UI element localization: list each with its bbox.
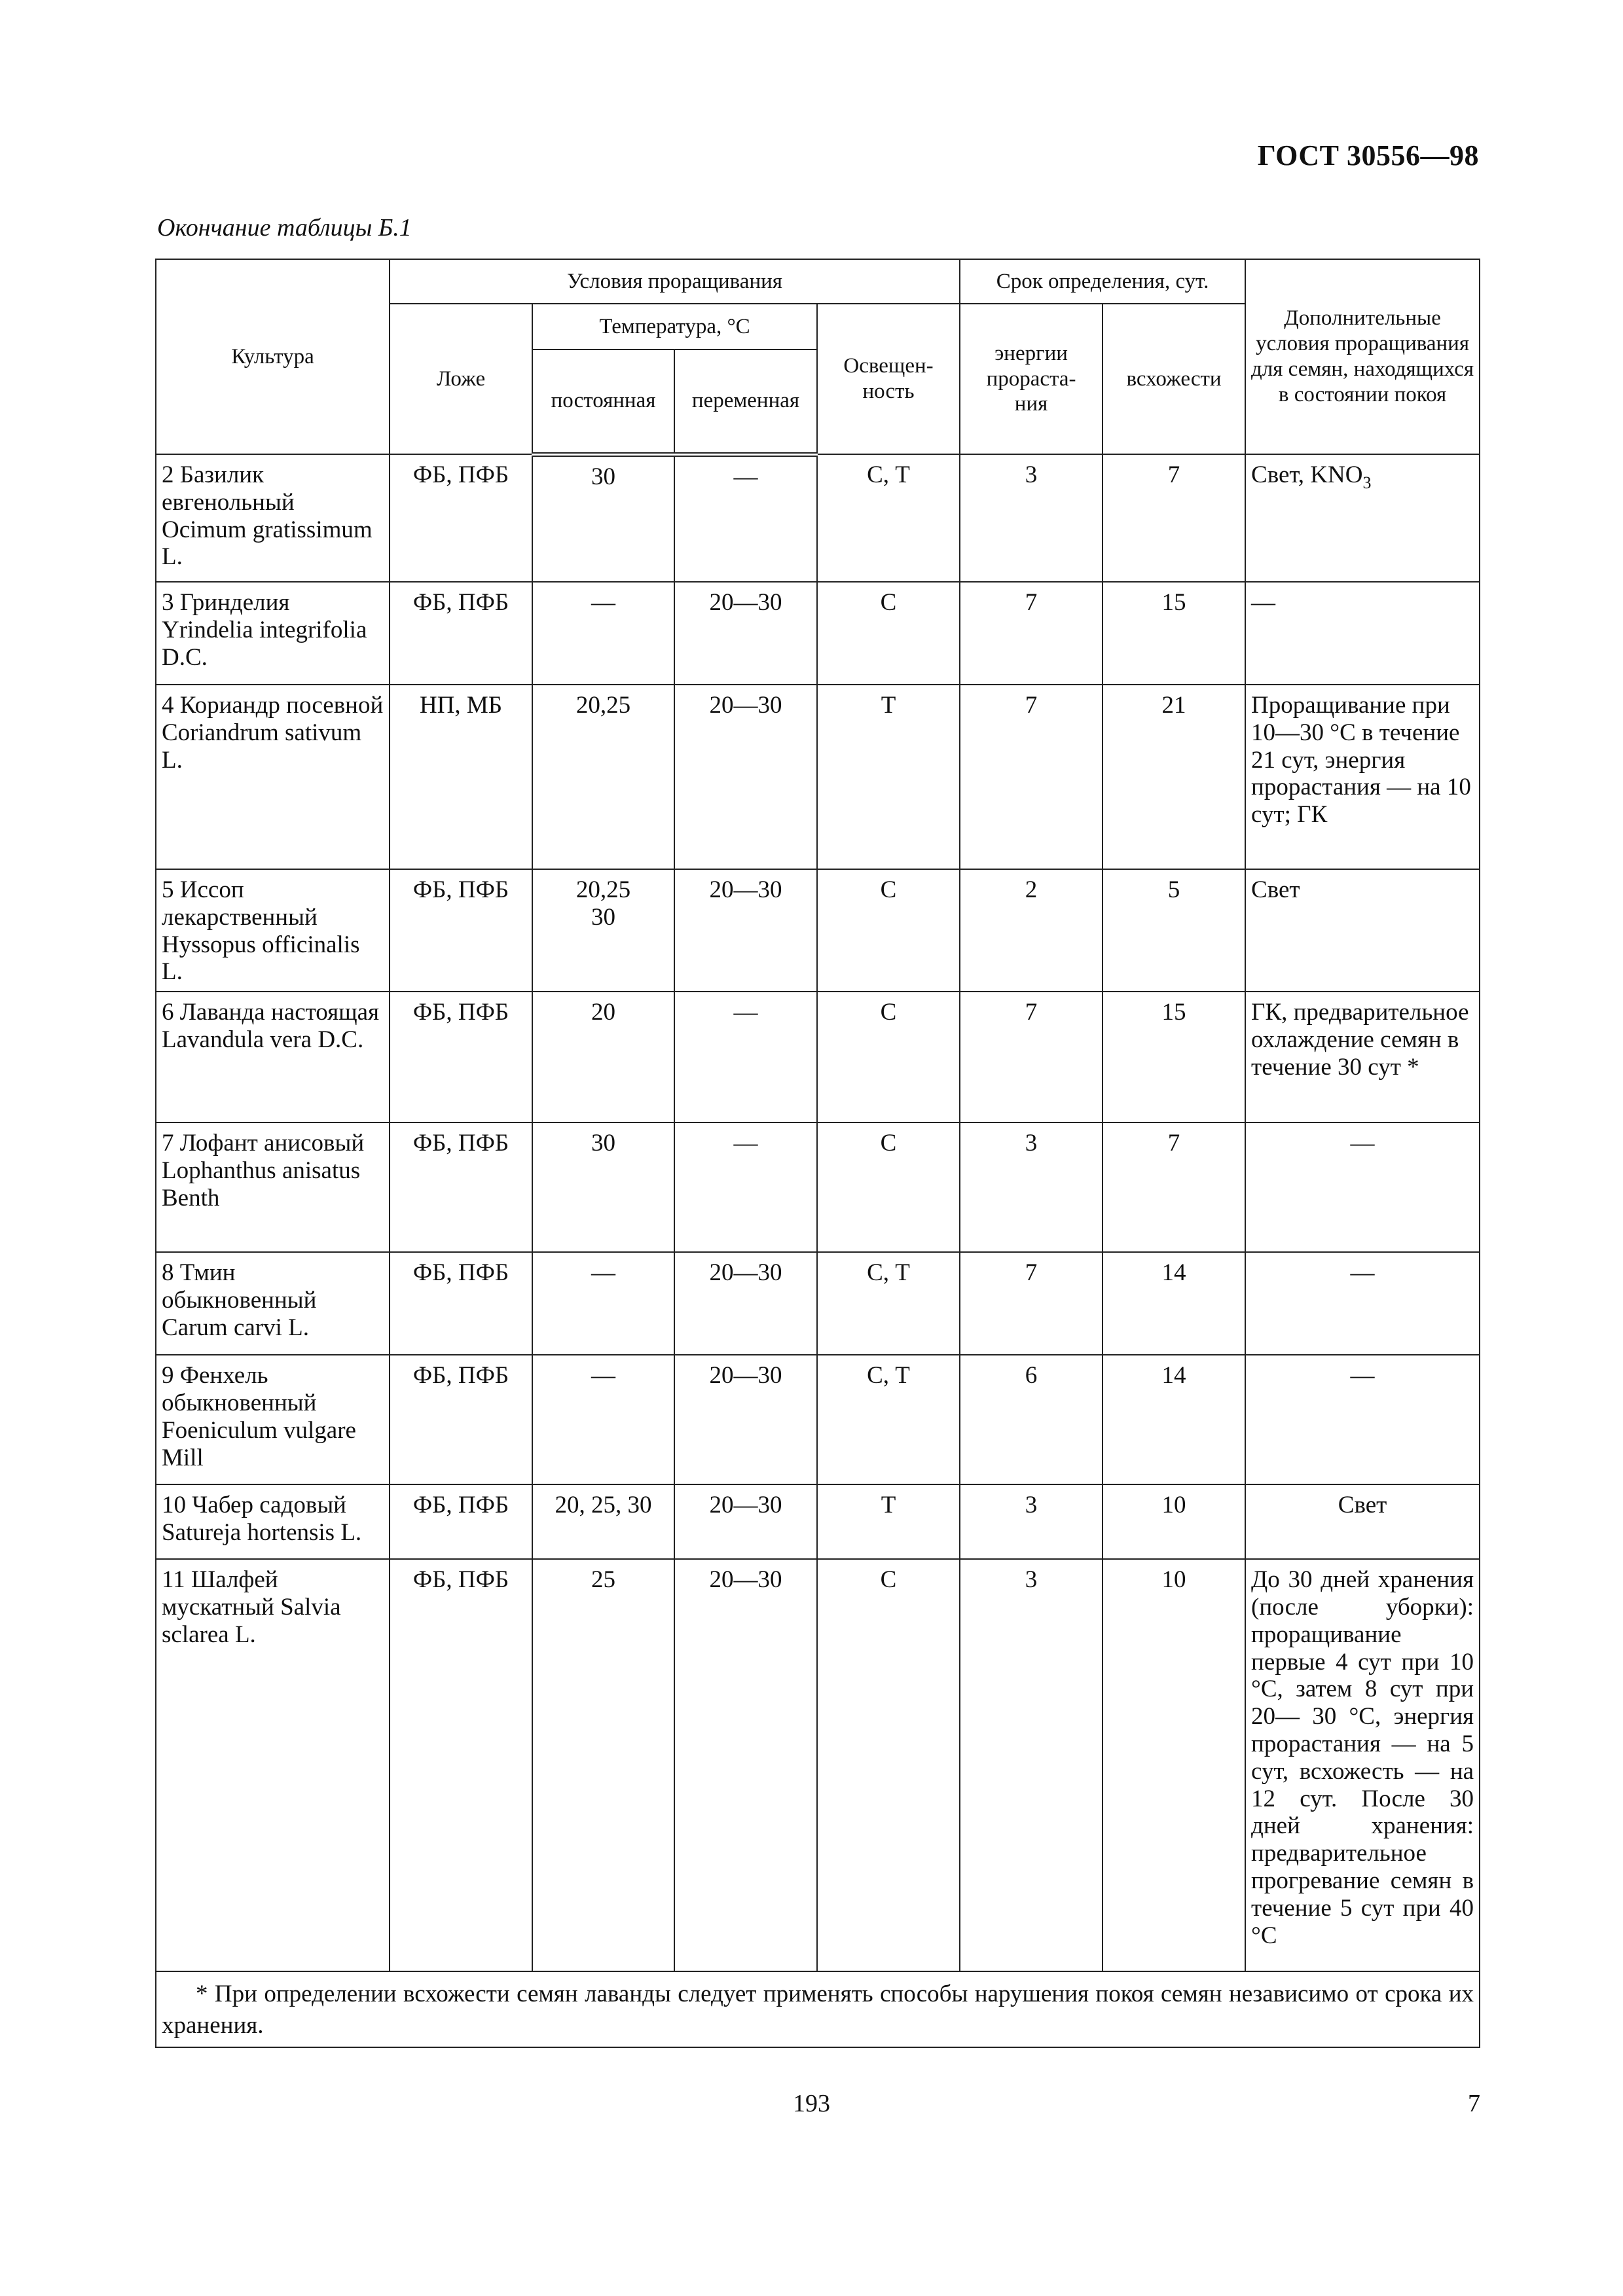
cell-lighting: С, Т (817, 1355, 960, 1484)
cell-germination: 15 (1103, 582, 1245, 685)
cell-lighting: С, Т (817, 454, 960, 582)
table-footnote-row (156, 1971, 1480, 2047)
cell-lighting: С, Т (817, 1252, 960, 1355)
header-term: Срок определения, сут. (960, 259, 1245, 304)
cell-lighting: Т (817, 1484, 960, 1559)
cell-lighting: С (817, 992, 960, 1122)
header-energy: энергии прораста- ния (960, 304, 1103, 454)
cell-extra: ГК, предварительное охлаждение семян в течение 30 сут * (1245, 992, 1480, 1122)
cell-extra: — (1245, 1355, 1480, 1484)
cell-culture: 8 Тмин обыкновенный Carum carvi L. (156, 1252, 390, 1355)
cell-extra: — (1245, 582, 1480, 685)
cell-temp-constant: 30 (532, 454, 674, 582)
cell-extra-text: Свет, KNO (1251, 461, 1363, 488)
cell-lighting: С (817, 1122, 960, 1252)
cell-extra: — (1245, 1122, 1480, 1252)
cell-temp-variable: 20—30 (674, 1484, 817, 1559)
cell-germination: 14 (1103, 1252, 1245, 1355)
cell-energy: 3 (960, 1122, 1103, 1252)
cell-germination: 7 (1103, 1122, 1245, 1252)
cell-temp-constant: 25 (532, 1559, 674, 1971)
cell-germination: 5 (1103, 869, 1245, 992)
header-culture: Культура (156, 259, 390, 454)
cell-temp-constant: — (532, 1252, 674, 1355)
cell-culture: 7 Лофант анисовый Lophanthus anisatus Benth (156, 1122, 390, 1252)
cell-lighting: С (817, 582, 960, 685)
cell-temp-constant: 20,25 (532, 685, 674, 869)
header-temperature: Температура, °С (532, 304, 817, 350)
table-row (156, 582, 1480, 685)
cell-energy: 7 (960, 992, 1103, 1122)
cell-lighting: С (817, 869, 960, 992)
cell-temp-variable: 20—30 (674, 1355, 817, 1484)
header-conditions: Условия проращивания (390, 259, 960, 304)
table-row (156, 454, 1480, 582)
header-variable: переменная (674, 350, 817, 454)
cell-extra: Свет (1245, 869, 1480, 992)
cell-temp-variable: 20—30 (674, 582, 817, 685)
cell-culture: 5 Иссоп лекарственный Hyssopus officinalis L. (156, 869, 390, 992)
cell-extra: Проращивание при 10—30 °С в течение 21 сут, энергия прорастания — на 10 сут; ГК (1245, 685, 1480, 869)
cell-lighting: Т (817, 685, 960, 869)
cell-bed: ФБ, ПФБ (390, 1559, 532, 1971)
cell-temp-variable: 20—30 (674, 1252, 817, 1355)
cell-temp-variable: — (674, 1122, 817, 1252)
cell-temp-variable: — (674, 992, 817, 1122)
table-row (156, 1252, 1480, 1355)
header-germination: всхожести (1103, 304, 1245, 454)
cell-extra: До 30 дней хранения (после уборки): проращивание первые 4 сут при 10 °С, затем 8 сут при 20— 30 °С, энергия прорастания — на 5 сут, всхожесть — на 12 сут. После 30 дней хранения: предварительное прогревание семян в течение 5 сут при 40 °С (1245, 1559, 1480, 1971)
cell-extra: Свет (1245, 1484, 1480, 1559)
cell-bed: ФБ, ПФБ (390, 1252, 532, 1355)
cell-energy: 7 (960, 685, 1103, 869)
table-caption: Окончание таблицы Б.1 (157, 214, 412, 242)
cell-germination: 10 (1103, 1484, 1245, 1559)
cell-energy: 2 (960, 869, 1103, 992)
cell-extra: — (1245, 1252, 1480, 1355)
cell-bed: ФБ, ПФБ (390, 1355, 532, 1484)
cell-energy: 6 (960, 1355, 1103, 1484)
table-row (156, 1122, 1480, 1252)
cell-culture: 11 Шалфей мускатный Salvia sclarea L. (156, 1559, 390, 1971)
cell-bed: НП, МБ (390, 685, 532, 869)
cell-bed: ФБ, ПФБ (390, 869, 532, 992)
cell-bed: ФБ, ПФБ (390, 1484, 532, 1559)
cell-temp-constant: 20,25 30 (532, 869, 674, 992)
cell-temp-variable: 20—30 (674, 1559, 817, 1971)
header-lighting: Освещен- ность (817, 304, 960, 454)
cell-culture: 2 Базилик евгенольный Ocimum gratissimum L. (156, 454, 390, 582)
cell-bed: ФБ, ПФБ (390, 582, 532, 685)
table-row (156, 1355, 1480, 1484)
cell-bed: ФБ, ПФБ (390, 454, 532, 582)
cell-lighting: С (817, 1559, 960, 1971)
table-row (156, 685, 1480, 869)
cell-temp-constant: — (532, 582, 674, 685)
header-constant: постоянная (532, 350, 674, 454)
cell-temp-constant: 20 (532, 992, 674, 1122)
cell-germination: 10 (1103, 1559, 1245, 1971)
cell-culture: 10 Чабер садовый Satureja hortensis L. (156, 1484, 390, 1559)
cell-temp-variable: — (674, 454, 817, 582)
cell-culture: 3 Гринделия Yrindelia integrifolia D.C. (156, 582, 390, 685)
cell-bed: ФБ, ПФБ (390, 1122, 532, 1252)
table-footnote: * При определении всхожести семян лаванды следует применять способы нарушения покоя семян независимо от срока их хранения. (156, 1971, 1480, 2047)
cell-germination: 21 (1103, 685, 1245, 869)
cell-extra-subscript: 3 (1362, 473, 1372, 493)
table-row (156, 1559, 1480, 1971)
cell-bed: ФБ, ПФБ (390, 992, 532, 1122)
cell-temp-variable: 20—30 (674, 685, 817, 869)
page-number-center: 193 (793, 2090, 830, 2117)
cell-germination: 14 (1103, 1355, 1245, 1484)
cell-culture: 9 Фенхель обыкновенный Foeniculum vulgare Mill (156, 1355, 390, 1484)
cell-temp-constant: — (532, 1355, 674, 1484)
germination-table (155, 259, 1480, 2048)
header-extra-conditions: Дополнительные условия проращивания для семян, находящихся в состоянии покоя (1245, 259, 1480, 454)
table-row (156, 1484, 1480, 1559)
cell-culture: 4 Кориандр посевной Coriandrum sativum L. (156, 685, 390, 869)
page-number-right: 7 (1468, 2090, 1480, 2117)
cell-temp-constant: 30 (532, 1122, 674, 1252)
document-id: ГОСТ 30556—98 (1257, 139, 1479, 171)
cell-temp-variable: 20—30 (674, 869, 817, 992)
header-bed: Ложе (390, 304, 532, 454)
cell-energy: 3 (960, 1559, 1103, 1971)
cell-energy: 3 (960, 454, 1103, 582)
table-row (156, 992, 1480, 1122)
table-row (156, 869, 1480, 992)
cell-culture: 6 Лаванда настоящая Lavandula vera D.C. (156, 992, 390, 1122)
cell-germination: 15 (1103, 992, 1245, 1122)
cell-energy: 3 (960, 1484, 1103, 1559)
cell-germination: 7 (1103, 454, 1245, 582)
cell-energy: 7 (960, 582, 1103, 685)
cell-extra (1245, 454, 1480, 582)
cell-energy: 7 (960, 1252, 1103, 1355)
cell-temp-constant: 20, 25, 30 (532, 1484, 674, 1559)
